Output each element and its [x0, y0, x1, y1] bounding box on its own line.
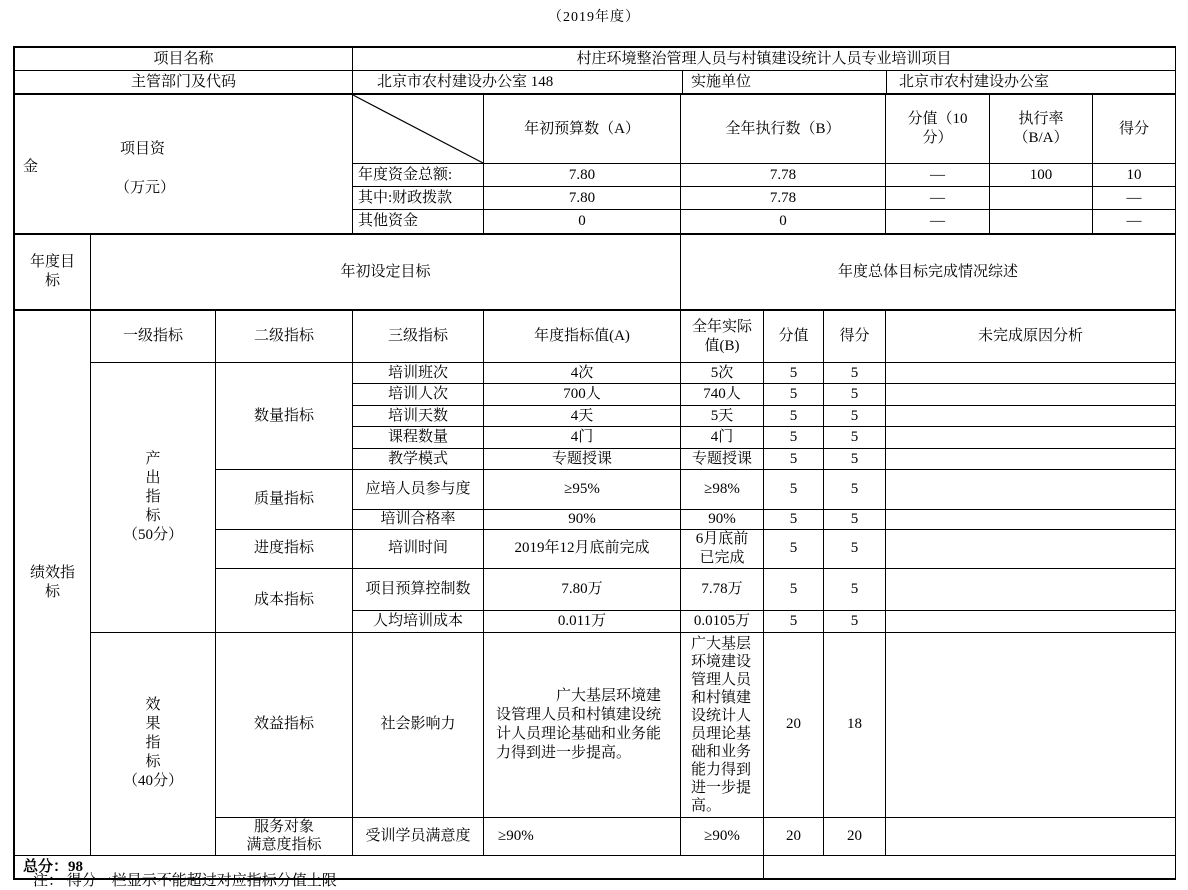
reason-cell [886, 470, 1176, 510]
footnote: 注： 得分一栏显示不能超过对应指标分值上限 [33, 873, 337, 889]
indicator-name: 培训人次 [353, 384, 484, 406]
impl-unit-value: 北京市农村建设办公室 [887, 71, 1176, 94]
indicator-name: 培训天数 [353, 406, 484, 427]
reason-cell [886, 568, 1176, 610]
actual-value: 4门 [681, 427, 764, 449]
target-value: ≥95% [484, 470, 681, 510]
indicator-name: 应培人员参与度 [353, 470, 484, 510]
funding-header-score: 得分 [1093, 95, 1176, 164]
target-value: 专题授课 [484, 449, 681, 470]
score: — [1093, 210, 1176, 234]
indicator-name: 教学模式 [353, 449, 484, 470]
score-value: — [886, 164, 990, 187]
annual-goal-label-l1: 年度目 [29, 254, 75, 271]
target-value: 0.011万 [484, 610, 681, 632]
level1-char: 标 [145, 754, 161, 771]
total-score: 总分：98 [15, 856, 764, 879]
funding-label-part2: 金 [23, 159, 39, 175]
header-reason: 未完成原因分析 [886, 311, 1176, 363]
level1-suffix: （40分） [122, 773, 183, 790]
annual-goal-label-l2: 标 [44, 273, 60, 289]
table-row [15, 632, 1176, 817]
score: 20 [824, 817, 886, 856]
score: 5 [824, 406, 886, 427]
budget-value: 0 [484, 210, 681, 234]
actual-value: ≥98% [681, 470, 764, 510]
annual-goal-row-label [15, 235, 91, 310]
level1-char: 指 [145, 735, 161, 752]
funding-table [14, 94, 1176, 234]
project-name-label: 项目名称 [15, 48, 353, 71]
level2-benefit-indicator: 效益指标 [216, 632, 353, 817]
target-value: 7.80万 [484, 568, 681, 610]
score: 18 [824, 632, 886, 817]
actual-value: 7.78 [681, 187, 886, 210]
actual-value: 5天 [681, 406, 764, 427]
reason-cell [886, 363, 1176, 384]
diagonal-line [353, 95, 483, 163]
reason-cell [886, 632, 1176, 817]
reason-cell [886, 817, 1176, 856]
performance-table [14, 310, 1176, 879]
level2-satisfaction-indicator [216, 817, 353, 856]
level1-suffix: （50分） [122, 526, 183, 543]
score-value: 20 [764, 632, 824, 817]
score-value: 5 [764, 363, 824, 384]
completion-summary-header: 年度总体目标完成情况综述 [681, 235, 1176, 310]
performance-row-label [15, 311, 91, 856]
exec-rate-value [990, 210, 1093, 234]
funding-header-score-value-l1: 分值（10 [907, 111, 968, 128]
level2-quantity-indicator: 数量指标 [216, 363, 353, 470]
table-row [15, 48, 1176, 71]
table-row [15, 235, 1176, 310]
initial-goal-header: 年初设定目标 [91, 235, 681, 310]
actual-value: 6月底前已完成 [681, 530, 764, 569]
score: 10 [1093, 164, 1176, 187]
score-value: 5 [764, 449, 824, 470]
target-value: 4天 [484, 406, 681, 427]
dept-value: 北京市农村建设办公室 148 [353, 71, 683, 94]
header-level2: 二级指标 [216, 311, 353, 363]
reason-cell [886, 384, 1176, 406]
actual-value: 广大基层环境建设管理人员和村镇建设统计人员理论基础和业务能力得到进一步提高。 [681, 632, 764, 817]
annual-goal-table [14, 234, 1176, 310]
funding-label-part3: （万元） [115, 180, 176, 196]
level1-char: 产 [145, 450, 161, 467]
score-value: 5 [764, 427, 824, 449]
target-value: ≥90% [484, 817, 681, 856]
actual-value: 7.78万 [681, 568, 764, 610]
level1-output-indicator [91, 363, 216, 633]
score-value: 5 [764, 568, 824, 610]
reason-cell [886, 449, 1176, 470]
level1-char: 果 [145, 716, 161, 733]
header-score: 得分 [824, 311, 886, 363]
score: 5 [824, 449, 886, 470]
header-actual-l2: 值(B) [704, 337, 740, 354]
target-value: 广大基层环境建设管理人员和村镇建设统计人员理论基础和业务能力得到进一步提高。 [484, 632, 681, 817]
funding-header-score-value [886, 95, 990, 164]
exec-rate-value [990, 187, 1093, 210]
score-value: 5 [764, 530, 824, 569]
table-wrapper [13, 46, 1176, 880]
level1-char: 标 [145, 507, 161, 524]
budget-value: 7.80 [484, 187, 681, 210]
actual-value: ≥90% [681, 817, 764, 856]
score-value: 5 [764, 470, 824, 510]
reason-cell [886, 427, 1176, 449]
score-value: 5 [764, 406, 824, 427]
level1-char: 出 [145, 469, 161, 486]
level1-char: 指 [145, 488, 161, 505]
header-target-value: 年度指标值(A) [484, 311, 681, 363]
actual-value: 0.0105万 [681, 610, 764, 632]
funding-row-other-label: 其他资金 [353, 210, 484, 234]
header-score-value: 分值 [764, 311, 824, 363]
target-value: 4次 [484, 363, 681, 384]
target-value: 4门 [484, 427, 681, 449]
target-value: 2019年12月底前完成 [484, 530, 681, 569]
actual-value: 740人 [681, 384, 764, 406]
target-value: 90% [484, 510, 681, 530]
actual-value: 专题授课 [681, 449, 764, 470]
table-row [15, 363, 1176, 384]
header-level3: 三级指标 [353, 311, 484, 363]
score: 5 [824, 568, 886, 610]
score: 5 [824, 427, 886, 449]
target-value: 700人 [484, 384, 681, 406]
reason-cell [886, 406, 1176, 427]
actual-value: 5次 [681, 363, 764, 384]
level1-char: 效 [145, 697, 161, 714]
funding-row-label [15, 95, 353, 234]
score: 5 [824, 610, 886, 632]
score-value: 5 [764, 384, 824, 406]
performance-label-l2: 标 [44, 584, 60, 600]
indicator-name: 社会影响力 [353, 632, 484, 817]
dept-label: 主管部门及代码 [15, 71, 353, 94]
score: 5 [824, 363, 886, 384]
page-title: （2019年度） [548, 10, 640, 25]
reason-cell [886, 610, 1176, 632]
score-value: — [886, 210, 990, 234]
score-value: — [886, 187, 990, 210]
level2-quality-indicator: 质量指标 [216, 470, 353, 530]
indicator-name: 受训学员满意度 [353, 817, 484, 856]
level2-progress-indicator: 进度指标 [216, 530, 353, 569]
table-row [15, 311, 1176, 363]
impl-unit-label: 实施单位 [683, 71, 887, 94]
funding-row-total-label: 年度资金总额: [353, 164, 484, 187]
score: 5 [824, 530, 886, 569]
indicator-name: 课程数量 [353, 427, 484, 449]
satisfaction-label-l1: 服务对象 [253, 818, 314, 835]
indicator-name: 培训合格率 [353, 510, 484, 530]
funding-header-exec-rate [990, 95, 1093, 164]
funding-header-score-value-l2: 分） [922, 130, 953, 146]
funding-header-budget: 年初预算数（A） [484, 95, 681, 164]
exec-rate-value: 100 [990, 164, 1093, 187]
score-value: 20 [764, 817, 824, 856]
score: 5 [824, 510, 886, 530]
header-level1: 一级指标 [91, 311, 216, 363]
funding-header-exec-rate-l2: （B/A） [1013, 130, 1069, 146]
indicator-name: 人均培训成本 [353, 610, 484, 632]
score-value: 5 [764, 510, 824, 530]
funding-label-part1: 项目资 [120, 141, 166, 157]
reason-cell [886, 510, 1176, 530]
header-actual-value [681, 311, 764, 363]
score-value: 5 [764, 610, 824, 632]
indicator-name: 培训时间 [353, 530, 484, 569]
actual-value: 0 [681, 210, 886, 234]
project-info-table [14, 47, 1176, 94]
score: 5 [824, 384, 886, 406]
satisfaction-label-l2: 满意度指标 [246, 837, 322, 854]
actual-value: 90% [681, 510, 764, 530]
funding-header-exec-rate-l1: 执行率 [1018, 111, 1064, 128]
funding-row-fiscal-label: 其中:财政拨款 [353, 187, 484, 210]
header-actual-l1: 全年实际 [691, 318, 752, 335]
total-score-empty-cell [764, 856, 1176, 879]
actual-value: 7.78 [681, 164, 886, 187]
reason-cell [886, 530, 1176, 569]
performance-label-l1: 绩效指 [29, 565, 75, 582]
level2-cost-indicator: 成本指标 [216, 568, 353, 632]
table-row [15, 95, 1176, 164]
table-row [15, 71, 1176, 94]
indicator-name: 培训班次 [353, 363, 484, 384]
level1-effect-indicator [91, 632, 216, 856]
score: 5 [824, 470, 886, 510]
project-name-value: 村庄环境整治管理人员与村镇建设统计人员专业培训项目 [353, 48, 1176, 71]
indicator-name: 项目预算控制数 [353, 568, 484, 610]
budget-value: 7.80 [484, 164, 681, 187]
funding-header-actual: 全年执行数（B） [681, 95, 886, 164]
diagonal-header-cell [353, 95, 484, 164]
score: — [1093, 187, 1176, 210]
